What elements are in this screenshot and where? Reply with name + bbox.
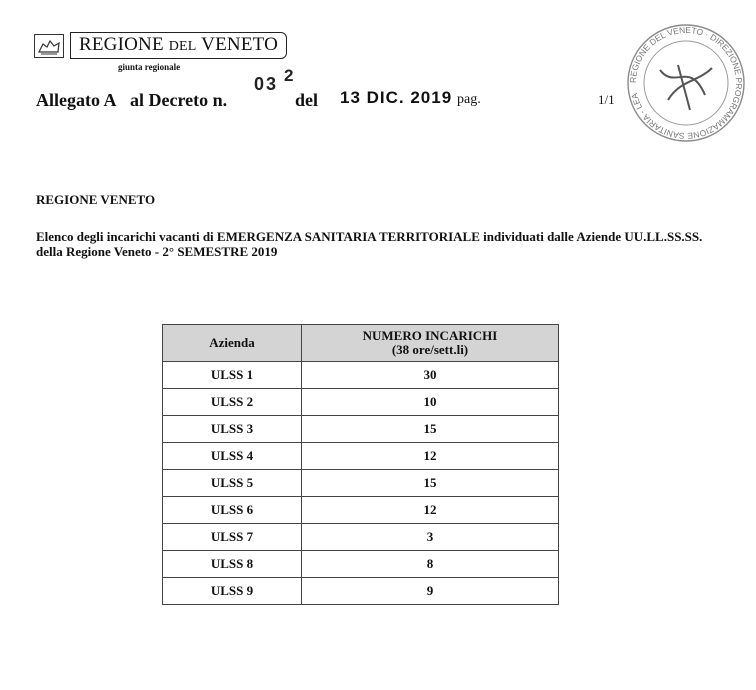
region-logo [34,32,287,59]
logo-del-word: DEL [168,39,197,54]
region-name [70,32,287,59]
incarichi-header-line1: NUMERO INCARICHI [362,328,498,343]
document-description: Elenco degli incarichi vacanti di EMERGENZA SANITARIA TERRITORIALE individuati dalle Aziende UU.LL.SS.SS. della Regione Veneto - 2° SEMESTRE 2019 [36,229,703,259]
azienda-cell: ULSS 4 [163,443,302,470]
azienda-cell: ULSS 7 [163,524,302,551]
official-seal [620,20,752,146]
table-row [163,578,559,605]
incarichi-cell: 3 [302,524,559,551]
incarichi-table [162,324,559,605]
table-row [163,470,559,497]
azienda-cell: ULSS 8 [163,551,302,578]
azienda-cell: ULSS 9 [163,578,302,605]
table-row [163,524,559,551]
decreto-label: al Decreto n. [130,90,228,110]
azienda-cell: ULSS 1 [163,362,302,389]
incarichi-cell: 12 [302,443,559,470]
azienda-cell: ULSS 2 [163,389,302,416]
giunta-label: giunta regionale [118,62,181,72]
incarichi-cell: 12 [302,497,559,524]
page-number: 1/1 [598,92,615,107]
lion-emblem-icon [34,34,64,58]
decreto-number-stamp-extra: 2 [284,66,294,85]
allegato-label: Allegato A [36,90,117,110]
incarichi-cell: 30 [302,362,559,389]
table-row [163,389,559,416]
table-row [163,551,559,578]
table-header-row [163,325,559,362]
logo-veneto-word: VENETO [201,34,279,55]
azienda-cell: ULSS 5 [163,470,302,497]
incarichi-cell: 9 [302,578,559,605]
table-row [163,497,559,524]
table-row [163,416,559,443]
table-row [163,362,559,389]
pag-label: pag. [457,92,481,107]
incarichi-header-line2: (38 ore/sett.li) [391,342,469,357]
incarichi-column-header [302,325,559,362]
incarichi-cell: 10 [302,389,559,416]
decreto-number-stamp: 03 [254,74,279,94]
logo-region-word: REGIONE [79,34,164,55]
table-row [163,443,559,470]
incarichi-cell: 8 [302,551,559,578]
decreto-date-stamp: 13 DIC. 2019 [340,88,453,107]
azienda-column-header: Azienda [163,325,302,362]
del-label: del [295,90,319,110]
allegato-title [36,90,227,111]
incarichi-cell: 15 [302,470,559,497]
azienda-cell: ULSS 3 [163,416,302,443]
azienda-cell: ULSS 6 [163,497,302,524]
incarichi-cell: 15 [302,416,559,443]
region-heading: REGIONE VENETO [36,192,156,207]
seal-text: REGIONE DEL VENETO · DIREZIONE PROGRAMMAZIONE SANITARIA - LEA [627,24,745,142]
